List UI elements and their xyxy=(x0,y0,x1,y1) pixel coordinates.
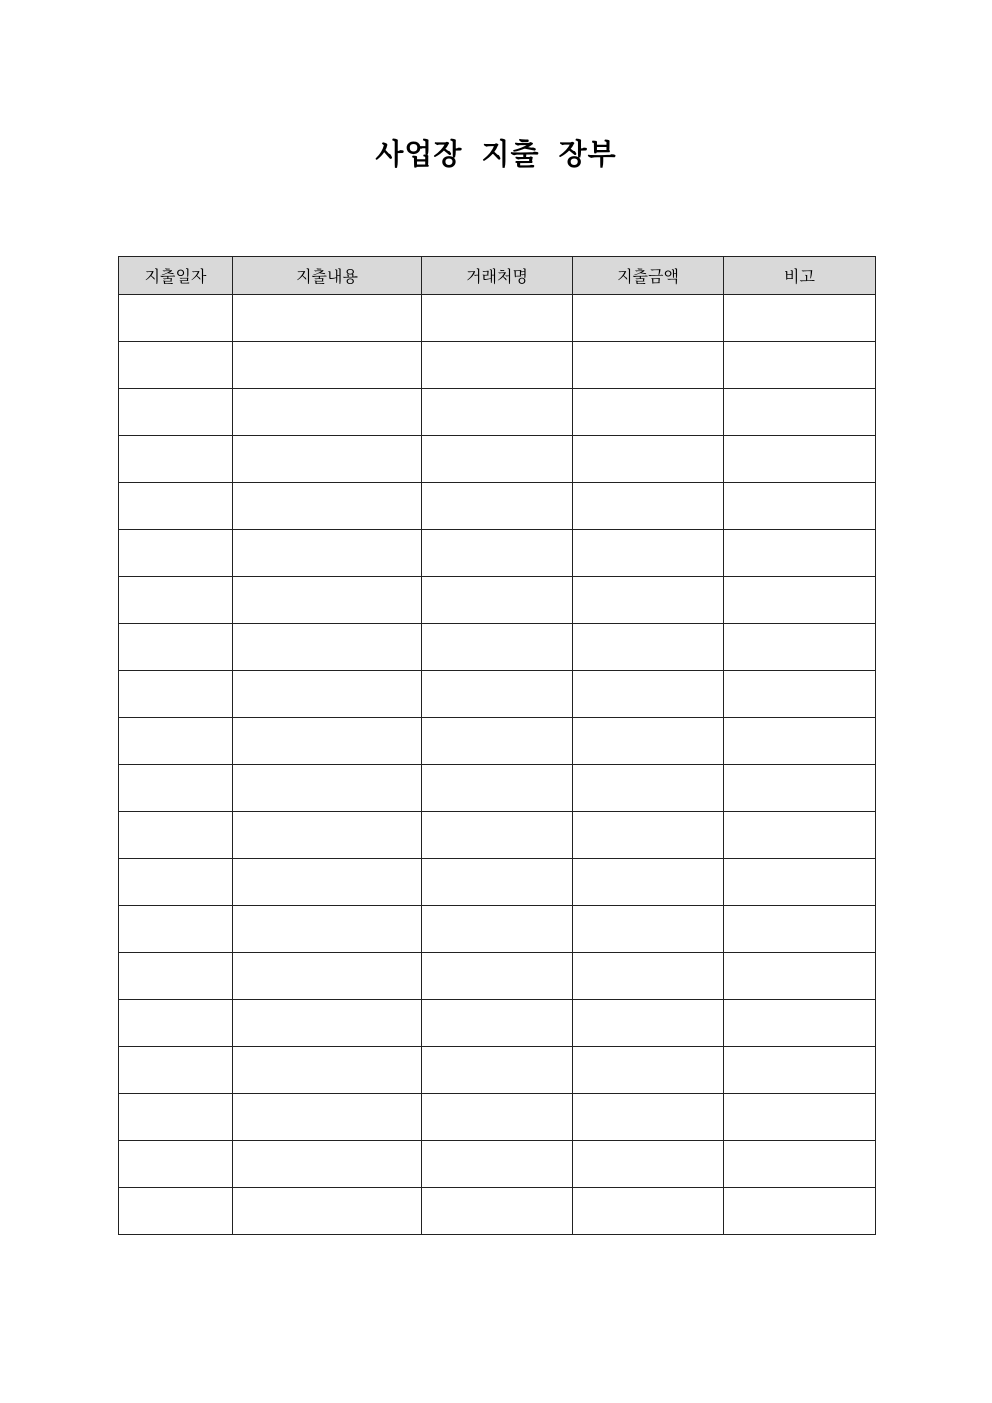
cell-expense-description[interactable] xyxy=(233,671,422,718)
cell-expense-amount[interactable] xyxy=(573,671,724,718)
cell-vendor-name[interactable] xyxy=(422,530,573,577)
cell-expense-amount[interactable] xyxy=(573,624,724,671)
cell-vendor-name[interactable] xyxy=(422,1094,573,1141)
cell-expense-description[interactable] xyxy=(233,1188,422,1235)
cell-remarks[interactable] xyxy=(724,295,876,342)
cell-vendor-name[interactable] xyxy=(422,859,573,906)
cell-expense-description[interactable] xyxy=(233,953,422,1000)
cell-expense-date[interactable] xyxy=(119,1188,233,1235)
cell-expense-description[interactable] xyxy=(233,577,422,624)
cell-expense-description[interactable] xyxy=(233,295,422,342)
table-header-row xyxy=(119,257,876,295)
table-row xyxy=(119,530,876,577)
table-row xyxy=(119,718,876,765)
cell-expense-date[interactable] xyxy=(119,718,233,765)
table-row xyxy=(119,1000,876,1047)
table-row xyxy=(119,765,876,812)
expense-ledger-table xyxy=(118,256,876,1235)
cell-vendor-name[interactable] xyxy=(422,389,573,436)
cell-vendor-name[interactable] xyxy=(422,624,573,671)
cell-expense-amount[interactable] xyxy=(573,389,724,436)
cell-remarks[interactable] xyxy=(724,530,876,577)
cell-vendor-name[interactable] xyxy=(422,1188,573,1235)
cell-expense-amount[interactable] xyxy=(573,530,724,577)
cell-expense-date[interactable] xyxy=(119,530,233,577)
table-row xyxy=(119,1047,876,1094)
cell-expense-description[interactable] xyxy=(233,906,422,953)
cell-remarks[interactable] xyxy=(724,1141,876,1188)
cell-expense-date[interactable] xyxy=(119,671,233,718)
cell-expense-amount[interactable] xyxy=(573,295,724,342)
cell-expense-description[interactable] xyxy=(233,859,422,906)
cell-vendor-name[interactable] xyxy=(422,718,573,765)
table-body xyxy=(119,295,876,1235)
cell-remarks[interactable] xyxy=(724,1094,876,1141)
table-row xyxy=(119,953,876,1000)
cell-remarks[interactable] xyxy=(724,953,876,1000)
cell-remarks[interactable] xyxy=(724,624,876,671)
cell-expense-description[interactable] xyxy=(233,342,422,389)
cell-expense-description[interactable] xyxy=(233,1047,422,1094)
cell-vendor-name[interactable] xyxy=(422,953,573,1000)
cell-expense-amount[interactable] xyxy=(573,859,724,906)
cell-vendor-name[interactable] xyxy=(422,295,573,342)
cell-remarks[interactable] xyxy=(724,1000,876,1047)
table-row xyxy=(119,389,876,436)
cell-expense-description[interactable] xyxy=(233,1000,422,1047)
cell-expense-description[interactable] xyxy=(233,389,422,436)
cell-expense-date[interactable] xyxy=(119,342,233,389)
cell-remarks[interactable] xyxy=(724,718,876,765)
cell-remarks[interactable] xyxy=(724,436,876,483)
cell-expense-description[interactable] xyxy=(233,765,422,812)
cell-expense-description[interactable] xyxy=(233,718,422,765)
table-row xyxy=(119,812,876,859)
cell-remarks[interactable] xyxy=(724,906,876,953)
table-row xyxy=(119,1188,876,1235)
cell-remarks[interactable] xyxy=(724,671,876,718)
table-row xyxy=(119,859,876,906)
cell-expense-amount[interactable] xyxy=(573,577,724,624)
cell-vendor-name[interactable] xyxy=(422,1000,573,1047)
cell-expense-amount[interactable] xyxy=(573,1141,724,1188)
cell-vendor-name[interactable] xyxy=(422,1141,573,1188)
page-title: 사업장 지출 장부 xyxy=(375,137,617,171)
cell-remarks[interactable] xyxy=(724,342,876,389)
cell-expense-amount[interactable] xyxy=(573,1000,724,1047)
cell-expense-amount[interactable] xyxy=(573,1094,724,1141)
table-row xyxy=(119,906,876,953)
cell-expense-date[interactable] xyxy=(119,389,233,436)
cell-vendor-name[interactable] xyxy=(422,1047,573,1094)
cell-expense-date[interactable] xyxy=(119,953,233,1000)
cell-expense-date[interactable] xyxy=(119,624,233,671)
cell-remarks[interactable] xyxy=(724,389,876,436)
cell-expense-amount[interactable] xyxy=(573,765,724,812)
cell-expense-date[interactable] xyxy=(119,295,233,342)
cell-expense-description[interactable] xyxy=(233,1141,422,1188)
table-row xyxy=(119,342,876,389)
cell-expense-date[interactable] xyxy=(119,765,233,812)
cell-vendor-name[interactable] xyxy=(422,577,573,624)
cell-expense-date[interactable] xyxy=(119,906,233,953)
column-header-expense-description: 지출내용 xyxy=(233,257,422,295)
cell-expense-date[interactable] xyxy=(119,577,233,624)
cell-expense-description[interactable] xyxy=(233,436,422,483)
cell-expense-description[interactable] xyxy=(233,483,422,530)
table-row xyxy=(119,1141,876,1188)
cell-vendor-name[interactable] xyxy=(422,671,573,718)
cell-expense-description[interactable] xyxy=(233,1094,422,1141)
cell-remarks[interactable] xyxy=(724,1188,876,1235)
cell-remarks[interactable] xyxy=(724,765,876,812)
table-row xyxy=(119,436,876,483)
cell-expense-description[interactable] xyxy=(233,530,422,577)
table-row xyxy=(119,624,876,671)
cell-expense-date[interactable] xyxy=(119,483,233,530)
cell-expense-amount[interactable] xyxy=(573,906,724,953)
table-row xyxy=(119,483,876,530)
cell-remarks[interactable] xyxy=(724,859,876,906)
cell-expense-amount[interactable] xyxy=(573,1188,724,1235)
column-header-expense-amount: 지출금액 xyxy=(573,257,724,295)
cell-vendor-name[interactable] xyxy=(422,765,573,812)
cell-expense-date[interactable] xyxy=(119,1000,233,1047)
cell-expense-date[interactable] xyxy=(119,812,233,859)
cell-vendor-name[interactable] xyxy=(422,906,573,953)
column-header-expense-date: 지출일자 xyxy=(119,257,233,295)
cell-expense-date[interactable] xyxy=(119,1094,233,1141)
cell-expense-amount[interactable] xyxy=(573,1047,724,1094)
cell-expense-description[interactable] xyxy=(233,812,422,859)
table-row xyxy=(119,1094,876,1141)
column-header-vendor-name: 거래처명 xyxy=(422,257,573,295)
cell-vendor-name[interactable] xyxy=(422,342,573,389)
cell-expense-date[interactable] xyxy=(119,1141,233,1188)
cell-remarks[interactable] xyxy=(724,483,876,530)
cell-expense-date[interactable] xyxy=(119,859,233,906)
table-row xyxy=(119,295,876,342)
table-row xyxy=(119,671,876,718)
cell-expense-amount[interactable] xyxy=(573,436,724,483)
cell-vendor-name[interactable] xyxy=(422,812,573,859)
column-header-remarks: 비고 xyxy=(724,257,876,295)
cell-expense-amount[interactable] xyxy=(573,953,724,1000)
cell-vendor-name[interactable] xyxy=(422,483,573,530)
cell-expense-amount[interactable] xyxy=(573,483,724,530)
cell-expense-date[interactable] xyxy=(119,1047,233,1094)
cell-vendor-name[interactable] xyxy=(422,436,573,483)
cell-expense-amount[interactable] xyxy=(573,812,724,859)
cell-expense-amount[interactable] xyxy=(573,718,724,765)
table-row xyxy=(119,577,876,624)
cell-expense-description[interactable] xyxy=(233,624,422,671)
cell-expense-amount[interactable] xyxy=(573,342,724,389)
cell-remarks[interactable] xyxy=(724,1047,876,1094)
cell-remarks[interactable] xyxy=(724,812,876,859)
cell-remarks[interactable] xyxy=(724,577,876,624)
cell-expense-date[interactable] xyxy=(119,436,233,483)
